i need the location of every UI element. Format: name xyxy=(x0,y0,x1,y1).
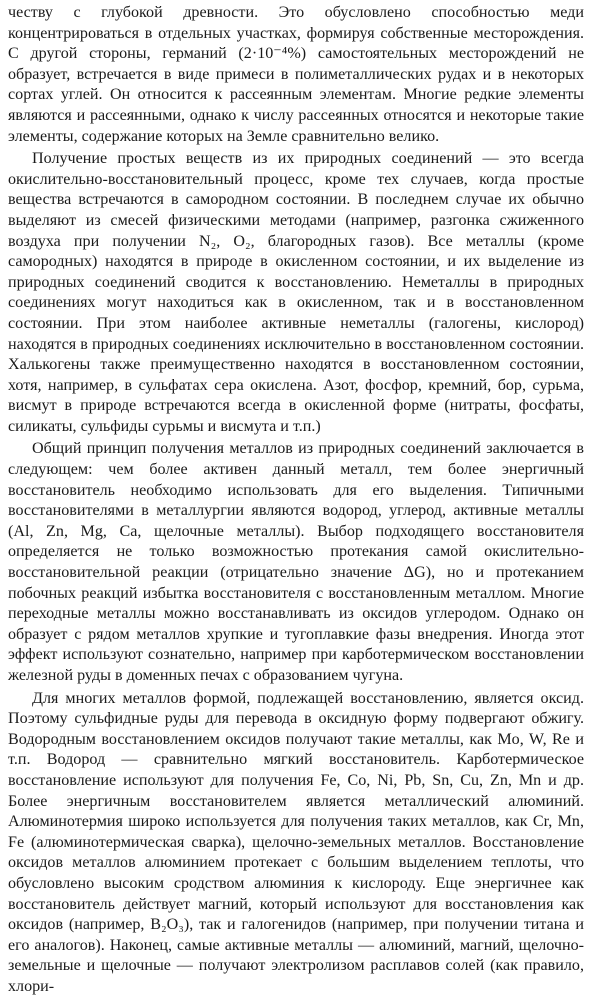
paragraph-oxide-reduction: Для многих металлов формой, подлежащей восстановлению, является оксид. Поэтому сульфидные руды для перевода в оксидную форму подвергают обжигу. Водородным восстановлением оксидов получают такие металлы, как Mo, W, Re и т.п. Водород — сравнительно мягкий восстановитель. Карботермическое восстановление используют для получения Fe, Co, Ni, Pb, Sn, Cu, Zn, Mn и др. Более энергичным восстановителем является металлический алюминий. Алюминотермия широко используется для получения таких металлов, как Cr, Mn, Fe (алюминотермическая сварка), щелочно-земельных металлов. Восстановление оксидов металлов алюминием протекает с большим выделением теплоты, что обусловлено высоким сродством алюминия к кислороду. Еще энергичнее как восстановитель действует магний, который используют для восстановления как оксидов (например, B₂O₃), так и галогенидов (например, при получении титана и его аналогов). Наконец, самые активные металлы — алюминий, магний, щелочно-земельные и щелочные — получают электролизом расплавов солей (как правило, хлори- xyxy=(8,689,584,995)
paragraph-reduction-principle: Общий принцип получения металлов из природных соединений заключается в следующем: чем более активен данный металл, тем более энергичный восстановитель необходимо использовать для его выделения. Типичными восстановителями в металлургии являются водород, углерод, активные металлы (Al, Zn, Mg, Ca, щелочные металлы). Выбор подходящего восстановителя определяется не только возможностью протекания самой окислительно-восстановительной реакции (отрицательно значение ΔG), но и протеканием побочных реакций избытка восстановителя с восстановленным металлом. Многие переходные металлы можно восстанавливать из оксидов углеродом. Однако он образует с рядом металлов хрупкие и тугоплавкие фазы внедрения. Иногда этот эффект используют сознательно, например при карботермическом восстановлении железной руды в доменных печах с образованием чугуна. xyxy=(8,440,584,684)
paragraph-germanium: честву с глубокой древности. Это обусловлено способностью меди концентрироваться в отдельных участках, формируя собственные месторождения. С другой стороны, германий (2·10⁻⁴%) самостоятельных месторождений не образует, встречается в виде примеси в полиметаллических рудах и в некоторых сортах углей. Он относится к рассеянным элементам. Многие редкие элементы являются и рассеянными, однако к числу рассеянных относятся и некоторые такие элементы, содержание которых на Земле сравнительно велико. xyxy=(8,4,584,145)
paragraph-simple-substances: Получение простых веществ из их природных соединений — это всегда окислительно-восстановительный процесс, кроме тех случаев, когда простые вещества встречаются в самородном состоянии. В последнем случае их обычно выделяют из смесей физическими методами (например, разгонка сжиженного воздуха при получении N₂, O₂, благородных газов). Все металлы (кроме самородных) находятся в природе в окисленном состоянии, и их выделение из природных соединений сводится к восстановлению. Неметаллы в природных соединениях могут находиться как в окисленном, так и в восстановленном состоянии. При этом наиболее активные неметаллы (галогены, кислород) находятся в природных соединениях исключительно в восстановленном состоянии. Халькогены также преимущественно находятся в восстановленном состоянии, хотя, например, в сульфатах сера окислена. Азот, фосфор, кремний, бор, сурьма, висмут в природе встречаются всегда в окисленной форме (нитраты, фосфаты, силикаты, сульфиды сурьмы и висмута и т.п.) xyxy=(8,150,584,435)
